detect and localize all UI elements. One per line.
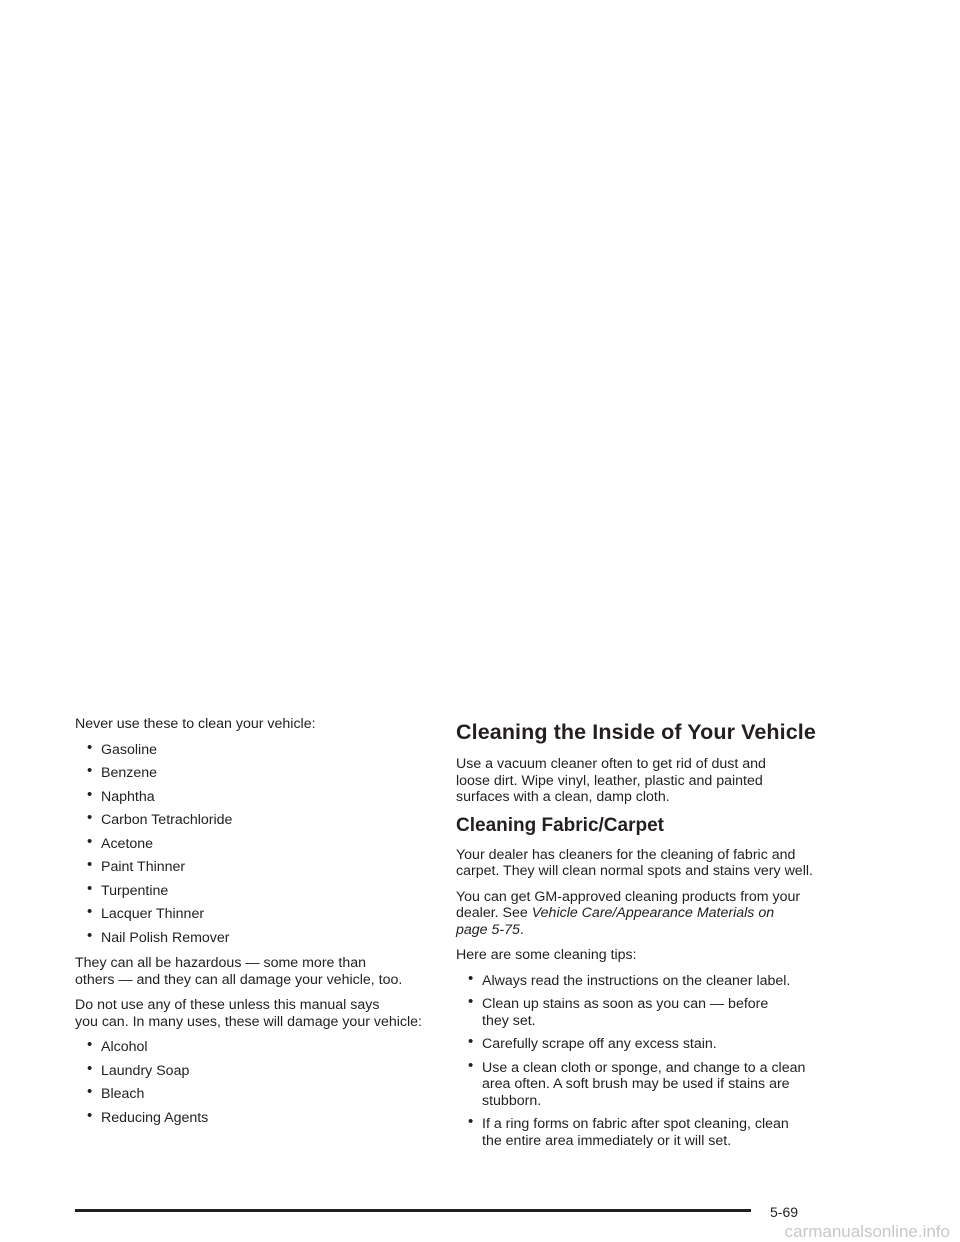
bullet-icon: • <box>468 1113 474 1130</box>
bullet-icon: • <box>468 1056 474 1074</box>
list-item: • Bleach <box>87 1083 145 1102</box>
list-item: • Carefully scrape off any excess stain. <box>468 1033 717 1052</box>
list-item: • Paint Thinner <box>87 856 186 875</box>
dealer-paragraph: Your dealer has cleaners for the cleaning of fabric and carpet. They will clean normal spots and stains very well. <box>456 846 813 879</box>
bullet-icon: • <box>87 856 93 873</box>
bullet-icon: • <box>468 1033 474 1050</box>
right-column <box>456 716 826 1158</box>
bullet-icon: • <box>87 903 93 920</box>
tips-intro: Here are some cleaning tips: <box>456 947 637 963</box>
list-item: • Benzene <box>87 762 158 781</box>
bullet-icon: • <box>87 738 93 756</box>
list-item: • Reducing Agents <box>87 1106 209 1126</box>
list-item: • Always read the instructions on the cleaner label. <box>468 969 791 989</box>
list-item: • Acetone <box>87 832 154 852</box>
list-item: • Use a clean cloth or sponge, and change to a clean area often. A soft brush may be used if stains are stubborn. <box>468 1056 806 1109</box>
damage-list <box>75 1036 435 1126</box>
watermark: carmanualsonline.info <box>784 1222 950 1241</box>
list-item: • Alcohol <box>87 1036 148 1055</box>
list-item: • If a ring forms on fabric after spot cleaning, clean the entire area immediately or it will set. <box>468 1113 789 1149</box>
section-heading-fabric: Cleaning Fabric/Carpet <box>456 814 664 836</box>
bullet-icon: • <box>87 809 93 826</box>
bullet-icon: • <box>87 785 93 803</box>
footer-rule <box>75 1209 751 1212</box>
manual-paragraph: Do not use any of these unless this manual says you can. In many uses, these will damage your vehicle: <box>75 997 422 1030</box>
bullet-icon: • <box>87 1059 93 1077</box>
bullet-icon: • <box>87 926 93 944</box>
bullet-icon: • <box>87 1083 93 1100</box>
list-item: • Lacquer Thinner <box>87 903 205 922</box>
never-use-intro: Never use these to clean your vehicle: <box>75 716 316 732</box>
hazard-paragraph: They can all be hazardous — some more than others — and they can all damage your vehicle, too. <box>75 955 403 988</box>
cleaning-tips-list <box>456 969 826 1150</box>
bullet-icon: • <box>87 832 93 850</box>
list-item: • Carbon Tetrachloride <box>87 809 233 828</box>
never-use-list <box>75 738 435 947</box>
list-item: • Nail Polish Remover <box>87 926 230 946</box>
section-heading-inside: Cleaning the Inside of Your Vehicle <box>456 720 816 744</box>
bullet-icon: • <box>87 879 93 897</box>
bullet-icon: • <box>87 1106 93 1124</box>
left-column <box>75 716 435 1135</box>
bullet-icon: • <box>468 993 474 1010</box>
bullet-icon: • <box>87 762 93 779</box>
page-number: 5-69 <box>770 1204 799 1220</box>
cross-reference-link[interactable]: Vehicle Care/Appearance Materials on page 5-75 <box>456 905 775 938</box>
bullet-icon: • <box>468 969 474 987</box>
vacuum-paragraph: Use a vacuum cleaner often to get rid of dust and loose dirt. Wipe vinyl, leather, plastic and painted surfaces with a clean, damp cloth. <box>456 756 766 805</box>
list-item: • Laundry Soap <box>87 1059 190 1079</box>
list-item: • Gasoline <box>87 738 157 758</box>
list-item: • Turpentine <box>87 879 169 899</box>
list-item: • Naphtha <box>87 785 155 805</box>
bullet-icon: • <box>87 1036 93 1053</box>
list-item: • Clean up stains as soon as you can — before they set. <box>468 993 769 1029</box>
products-paragraph: You can get GM-approved cleaning products from your dealer. See Vehicle Care/Appearance Materials on page 5-75. <box>456 888 801 938</box>
